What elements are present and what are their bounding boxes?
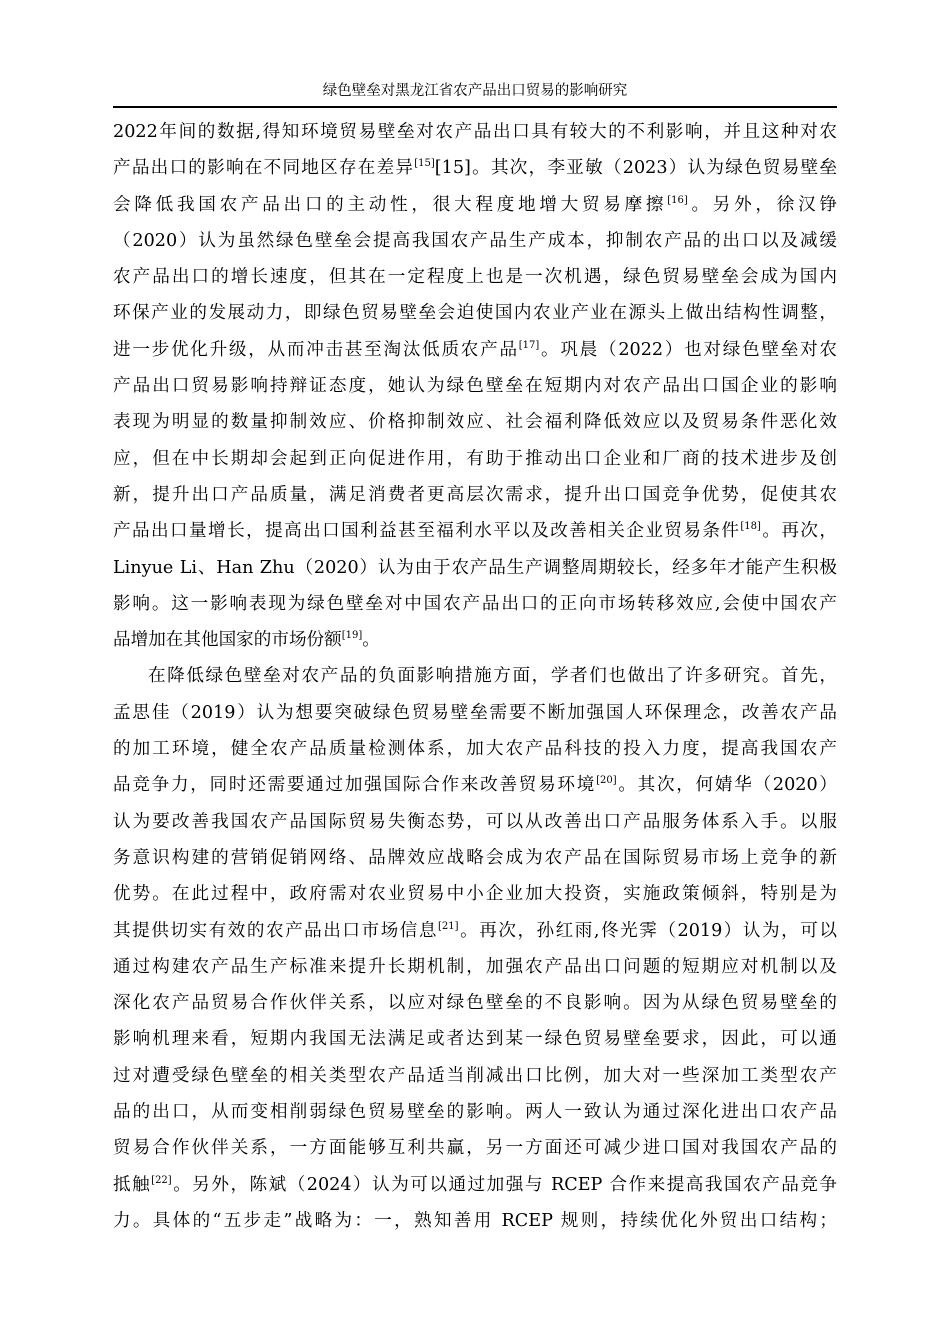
- text-run: 务意识构建的营销促销网络、品牌效应战略会成为农产品在国际贸易市场上竞争的新: [113, 847, 837, 868]
- text-run: 表现为明显的数量抑制效应、价格抑制效应、社会福利降低效应以及贸易条件恶化效: [113, 412, 837, 433]
- text-run: 优势。在此过程中，政府需对农业贸易中小企业加大投资，实施政策倾斜，特别是为: [113, 884, 837, 905]
- text-run: 的加工环境，健全农产品质量检测体系，加大农产品科技的投入力度，提高我国农产: [113, 739, 837, 760]
- text-line: [113, 513, 837, 549]
- text-line: [113, 332, 837, 368]
- text-run: 。: [362, 630, 380, 651]
- citation-superscript: [20]: [596, 775, 617, 787]
- citation-superscript: [15]: [414, 158, 435, 170]
- text-line: [113, 404, 837, 440]
- text-line: [113, 187, 837, 223]
- text-line: [113, 658, 837, 694]
- text-line: [113, 1130, 837, 1166]
- text-line: [113, 586, 837, 622]
- text-run: 其提供切实有效的农产品出口市场信息: [113, 920, 439, 941]
- text-run: 产品出口量增长，提高出口国利益甚至福利水平以及改善相关企业贸易条件: [113, 521, 741, 542]
- text-run: 贸易合作伙伴关系，一方面能够互利共赢，另一方面还可减少进口国对我国农产品的: [113, 1138, 837, 1159]
- text-line: [113, 985, 837, 1021]
- text-run: 产品出口的影响在不同地区存在差异: [113, 158, 415, 179]
- text-run: 进一步优化升级，从而冲击甚至淘汰低质农产品: [113, 339, 519, 360]
- text-line: [113, 550, 837, 586]
- header-rule: [113, 106, 837, 108]
- text-line: [113, 259, 837, 295]
- text-run: 品的出口，从而变相削弱绿色贸易壁垒的影响。两人一致认为通过深化进出口农产品: [113, 1102, 837, 1123]
- text-line: [113, 913, 837, 949]
- text-line: [113, 441, 837, 477]
- text-line: [113, 949, 837, 985]
- text-run: 。再次，孙红雨,佟光霁（2019）认为，可以: [458, 920, 837, 941]
- paragraph: [113, 658, 837, 1239]
- text-run: 孟思佳（2019）认为想要突破绿色贸易壁垒需要不断加强国人环保理念，改善农产品: [113, 702, 837, 723]
- text-run: 影响。这一影响表现为绿色壁垒对中国农产品出口的正向市场转移效应,会使中国农产: [113, 593, 837, 614]
- text-run: 环保产业的发展动力，即绿色贸易壁垒会迫使国内农业产业在源头上做出结构性调整，: [113, 303, 837, 324]
- text-run: 抵触: [113, 1174, 152, 1195]
- text-run: （2020）认为虽然绿色壁垒会提高我国农产品生产成本，抑制农产品的出口以及减缓: [113, 230, 837, 251]
- text-run: 。其次，何婧华（2020）: [616, 775, 837, 796]
- text-run: Linyue Li、Han Zhu（2020）认为由于农产品生产调整周期较长，经多年才能产生积极: [113, 557, 837, 578]
- text-run: 在降低绿色壁垒对农产品的负面影响措施方面，学者们也做出了许多研究。首先，: [148, 666, 837, 687]
- text-run: 会降低我国农产品出口的主动性，很大程度地增大贸易摩擦: [113, 194, 668, 215]
- text-run: 品竞争力，同时还需要通过加强国际合作来改善贸易环境: [113, 775, 597, 796]
- page-body: [113, 114, 837, 1239]
- text-line: [113, 295, 837, 331]
- text-run: 影响机理来看，短期内我国无法满足或者达到某一绿色贸易壁垒要求，因此，可以通: [113, 1029, 837, 1050]
- text-line: [113, 767, 837, 803]
- citation-superscript: [17]: [518, 339, 540, 351]
- citation-superscript: [19]: [341, 630, 363, 642]
- running-header: [113, 80, 837, 104]
- text-run: 。另外，陈斌（2024）认为可以通过加强与 RCEP 合作来提高我国农产品竞争: [171, 1174, 837, 1195]
- text-line: [113, 840, 837, 876]
- text-run: 。再次，: [760, 521, 837, 542]
- text-run: 产品出口贸易影响持辩证态度，她认为绿色壁垒在短期内对农产品出口国企业的影响: [113, 376, 837, 397]
- text-line: [113, 1203, 837, 1239]
- text-line: [113, 622, 837, 658]
- text-run: 力。具体的“五步走”战略为：一，熟知善用 RCEP 规则，持续优化外贸出口结构；: [113, 1210, 837, 1231]
- text-run: 认为要改善我国农产品国际贸易失衡态势，可以从改善出口产品服务体系入手。以服: [113, 811, 837, 832]
- running-header-title: 绿色壁垒对黑龙江省农产品出口贸易的影响研究: [322, 83, 628, 99]
- text-line: [113, 876, 837, 912]
- paragraph: [113, 114, 837, 658]
- text-run: 。巩晨（2022）也对绿色壁垒对农: [539, 339, 837, 360]
- text-line: [113, 1058, 837, 1094]
- citation-superscript: [18]: [740, 521, 761, 533]
- citation-superscript: [21]: [438, 920, 459, 932]
- text-run: 深化农产品贸易合作伙伴关系，以应对绿色壁垒的不良影响。因为从绿色贸易壁垒的: [113, 993, 837, 1014]
- text-line: [113, 477, 837, 513]
- text-run: 农产品出口的增长速度，但其在一定程度上也是一次机遇，绿色贸易壁垒会成为国内: [113, 267, 837, 288]
- text-line: [113, 804, 837, 840]
- text-run: 过对遭受绿色壁垒的相关类型农产品适当削减出口比例，加大对一些深加工类型农产: [113, 1065, 837, 1086]
- text-line: [113, 223, 837, 259]
- text-line: [113, 368, 837, 404]
- text-run: 应，但在中长期却会起到正向促进作用，有助于推动出口企业和厂商的技术进步及创: [113, 448, 837, 469]
- text-run: 新，提升出口产品质量，满足消费者更高层次需求，提升出口国竞争优势，促使其农: [113, 484, 837, 505]
- text-line: [113, 150, 837, 186]
- text-line: [113, 695, 837, 731]
- text-line: [113, 1021, 837, 1057]
- text-line: [113, 1167, 837, 1203]
- text-run: 2022年间的数据,得知环境贸易壁垒对农产品出口具有较大的不利影响，并且这种对农: [113, 122, 837, 142]
- citation-superscript: [22]: [151, 1174, 172, 1186]
- citation-superscript: [16]: [667, 194, 688, 206]
- text-run: [15]。其次，李亚敏（2023）认为绿色贸易壁垒: [434, 158, 837, 179]
- text-line: [113, 114, 837, 150]
- text-line: [113, 731, 837, 767]
- text-run: 品增加在其他国家的市场份额: [113, 630, 342, 651]
- text-line: [113, 1094, 837, 1130]
- text-run: 通过构建农产品生产标准来提升长期机制，加强农产品出口问题的短期应对机制以及: [113, 956, 837, 977]
- text-run: 。另外，徐汉铮: [687, 194, 837, 215]
